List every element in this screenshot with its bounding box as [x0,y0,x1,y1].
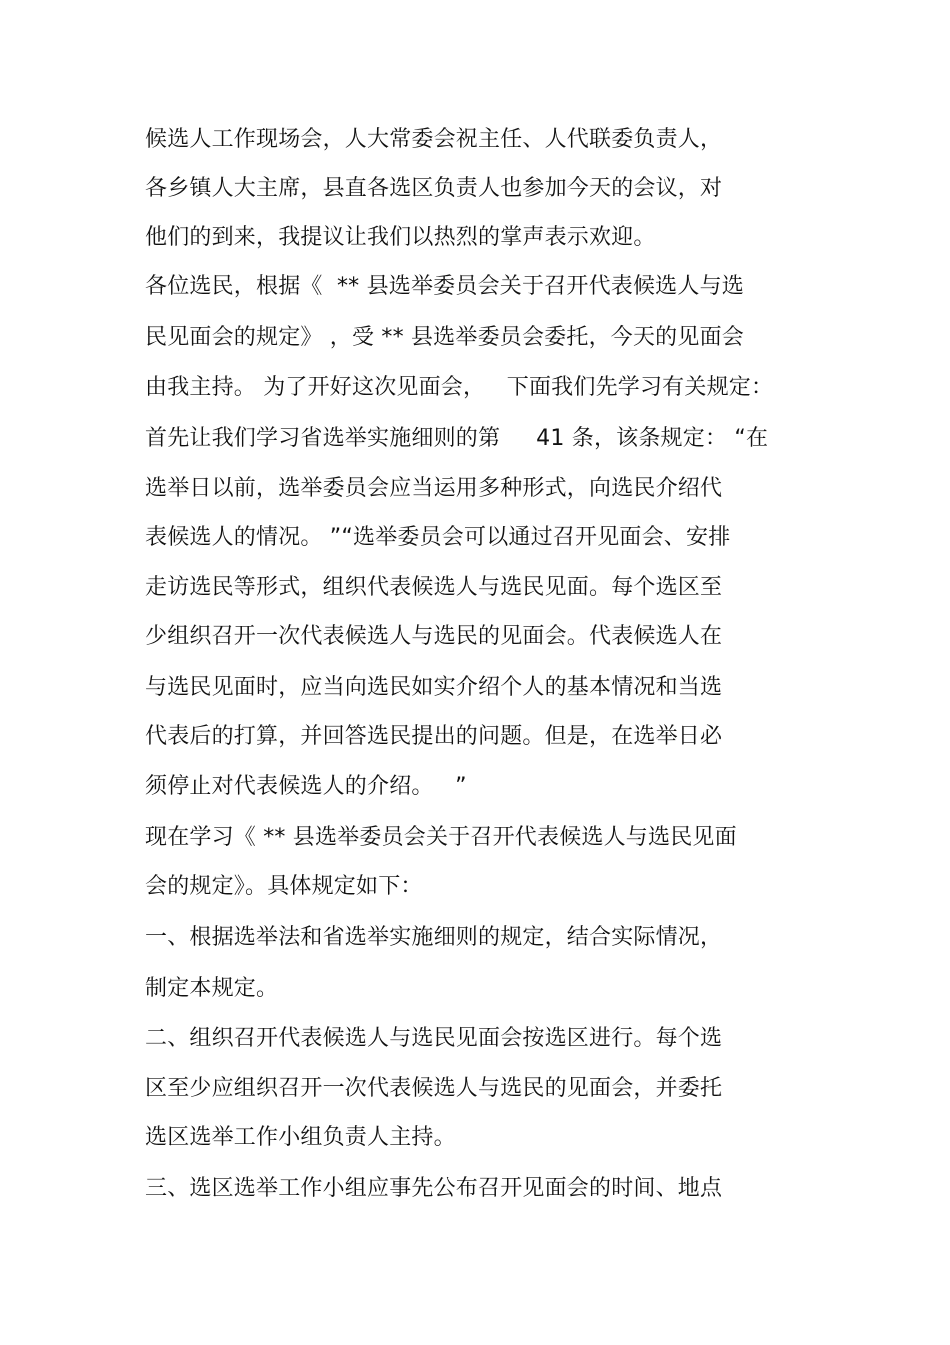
text-line: 现在学习《 ** 县选举委员会关于召开代表候选人与选民见面 [145,825,737,850]
text-line: 各乡镇人大主席，县直各选区负责人也参加今天的会议，对 [145,176,723,201]
text-line: 民见面会的规定》 ，受 ** 县选举委员会委托，今天的见面会 [145,325,744,350]
text-line: 表候选人的情况。 ”“选举委员会可以通过召开见面会、安排 [145,525,731,550]
text-line: 少组织召开一次代表候选人与选民的见面会。代表候选人在 [145,624,723,649]
text-line: 首先让我们学习省选举实施细则的第 41 条，该条规定： “在 [145,426,769,451]
text-line: 代表后的打算，并回答选民提出的问题。但是，在选举日必 [145,724,723,749]
text-line: 各位选民，根据《 ** 县选举委员会关于召开代表候选人与选 [145,274,744,299]
text-line: 由我主持。 为了开好这次见面会， 下面我们先学习有关规定： [145,375,774,400]
text-line: 须停止对代表候选人的介绍。 ” [145,774,467,799]
text-line: 制定本规定。 [145,976,279,1001]
text-line: 选区选举工作小组负责人主持。 [145,1125,456,1150]
text-line: 二、组织召开代表候选人与选民见面会按选区进行。每个选 [145,1026,723,1051]
text-line: 选举日以前，选举委员会应当运用多种形式，向选民介绍代 [145,476,723,501]
text-line: 与选民见面时，应当向选民如实介绍个人的基本情况和当选 [145,675,723,700]
text-line: 走访选民等形式，组织代表候选人与选民见面。每个选区至 [145,575,723,600]
text-line: 候选人工作现场会，人大常委会祝主任、人代联委负责人， [145,127,723,152]
text-line: 三、选区选举工作小组应事先公布召开见面会的时间、地点 [145,1176,723,1201]
text-line: 区至少应组织召开一次代表候选人与选民的见面会，并委托 [145,1076,723,1101]
text-line: 一、根据选举法和省选举实施细则的规定，结合实际情况， [145,925,723,950]
text-line: 他们的到来，我提议让我们以热烈的掌声表示欢迎。 [145,225,656,250]
text-line: 会的规定》。具体规定如下： [145,874,423,899]
